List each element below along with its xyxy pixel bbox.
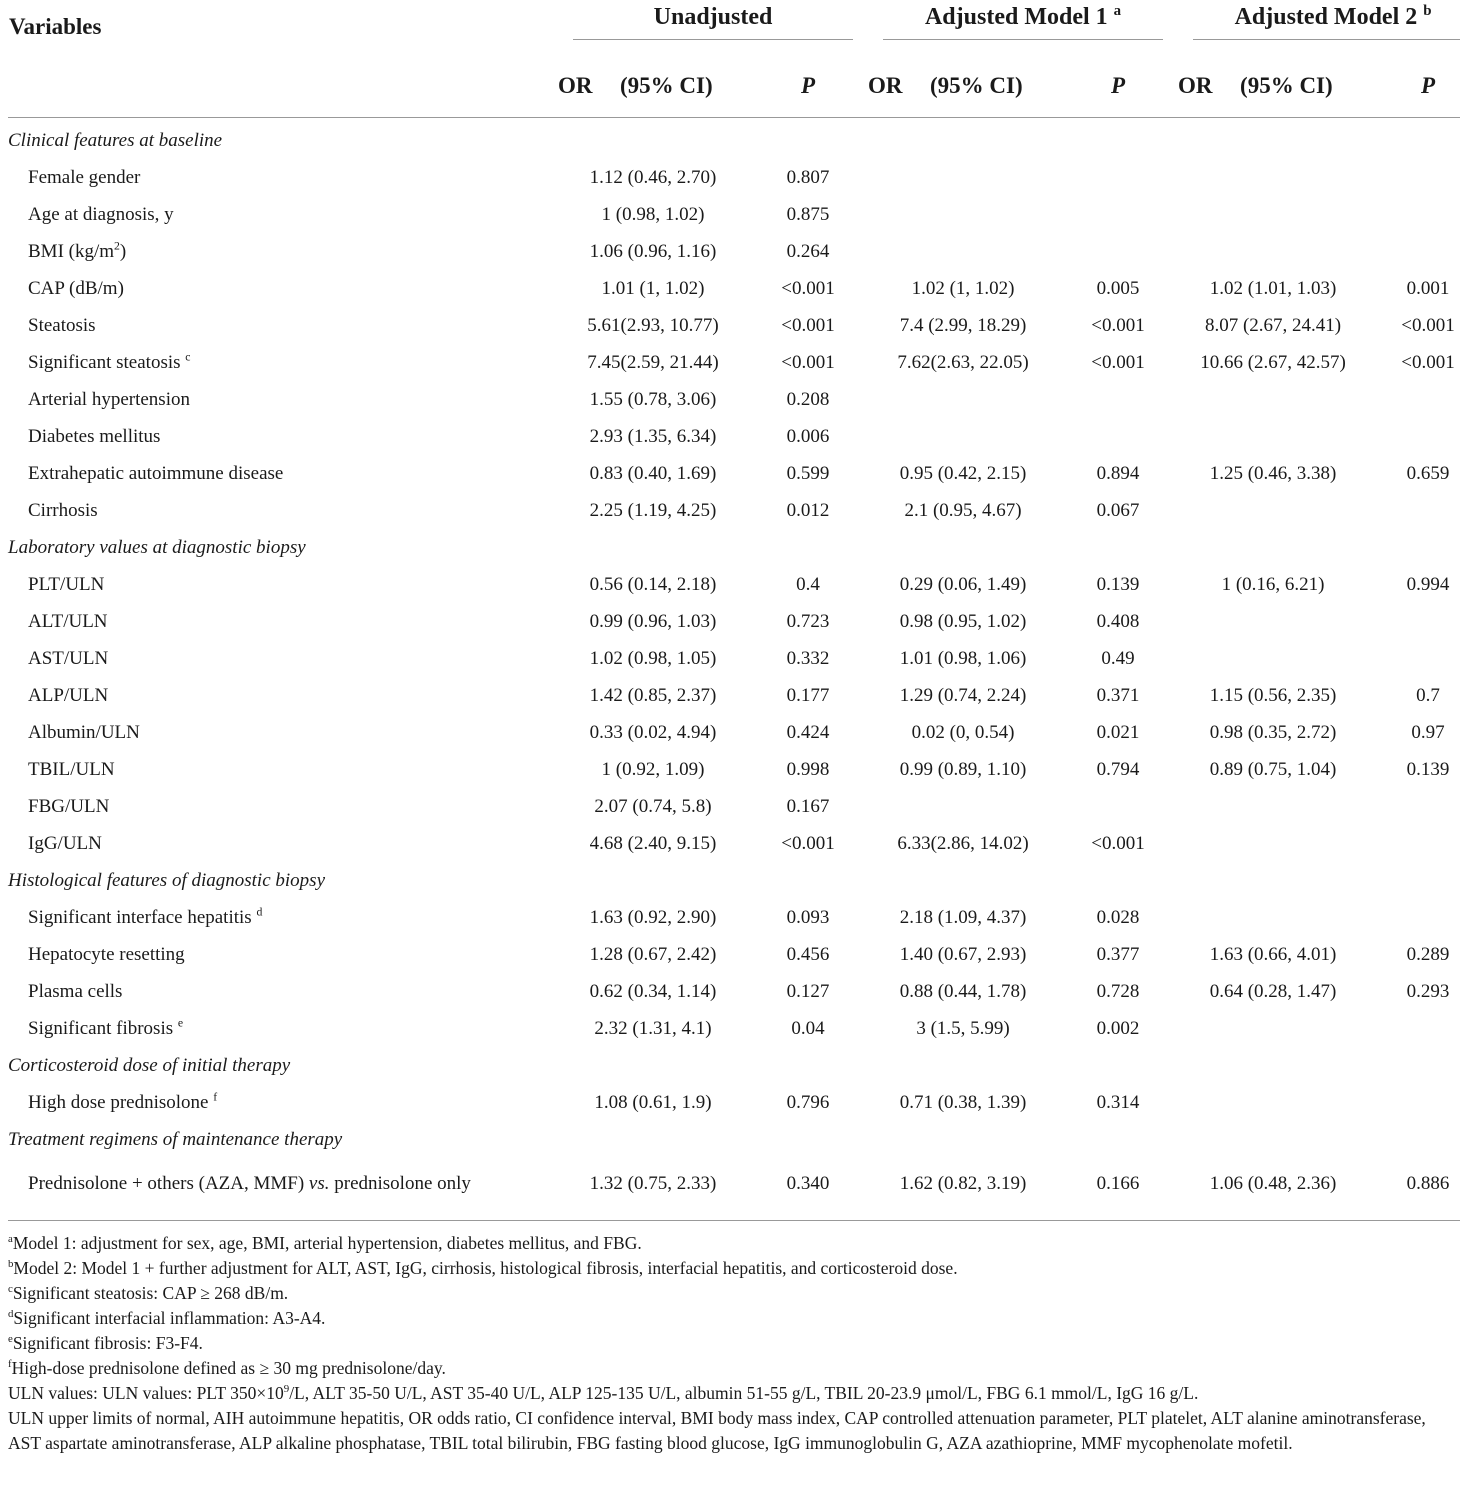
footnote [8, 1281, 1454, 1306]
model-1-p-cell: <0.001 [1091, 314, 1145, 336]
variable-label-after: ) [119, 240, 127, 262]
variable-label-text: Arterial hypertension [28, 388, 190, 410]
unadjusted-or-cell: 0.33 (0.02, 4.94) [589, 721, 717, 743]
unadjusted-or-cell: 4.68 (2.40, 9.15) [589, 832, 717, 854]
unadjusted-or-cell: 5.61(2.93, 10.77) [587, 314, 719, 336]
model-1-or-cell [868, 381, 1058, 418]
header-unadjusted-label: Unadjusted [653, 4, 773, 30]
variable-label [8, 381, 558, 418]
header-p-model-1: P [1058, 55, 1178, 118]
unadjusted-p-cell: 0.332 [786, 647, 830, 669]
unadjusted-p-cell: 0.093 [786, 906, 830, 928]
table-row [8, 603, 1460, 640]
unadjusted-p-cell: 0.456 [786, 943, 830, 965]
variable-label-italic: vs. [308, 1173, 330, 1194]
table-row [8, 1158, 1460, 1220]
model-1-or-cell: 1.62 (0.82, 3.19) [899, 1173, 1027, 1194]
model-2-or-cell [1178, 825, 1368, 862]
section-header-row [8, 1047, 1460, 1084]
variable-label-sup: f [213, 1090, 218, 1104]
header-model-2-label: Adjusted Model 2 [1234, 4, 1418, 30]
model-1-p-cell [1058, 418, 1178, 455]
model-2-p-cell [1368, 196, 1460, 233]
unadjusted-or-cell: 1.28 (0.67, 2.42) [589, 943, 717, 965]
model-1-or-cell: 1.02 (1, 1.02) [911, 277, 1015, 299]
model-2-or-cell: 1.02 (1.01, 1.03) [1209, 277, 1337, 299]
variable-label [8, 640, 558, 677]
unadjusted-p-cell: <0.001 [781, 351, 835, 373]
variable-label [8, 418, 558, 455]
header-p-unadjusted: P [748, 55, 868, 118]
model-2-p-cell: 0.886 [1406, 1173, 1450, 1194]
model-2-or-cell [1178, 418, 1368, 455]
table-row [8, 1084, 1460, 1121]
unadjusted-or-cell: 1.12 (0.46, 2.70) [589, 166, 717, 188]
model-2-or-cell [1178, 1084, 1368, 1121]
variable-label-text: Diabetes mellitus [28, 425, 161, 447]
unadjusted-or-cell: 1.55 (0.78, 3.06) [589, 388, 717, 410]
variable-label [8, 751, 558, 788]
model-2-or-cell [1178, 381, 1368, 418]
model-1-p-cell: 0.377 [1096, 943, 1140, 965]
unadjusted-or-cell: 2.07 (0.74, 5.8) [594, 795, 712, 817]
variable-label [8, 455, 558, 492]
variable-label [8, 566, 558, 603]
model-2-or-cell: 0.98 (0.35, 2.72) [1209, 721, 1337, 743]
model-1-p-cell: 0.002 [1096, 1017, 1140, 1039]
unadjusted-p-cell: 0.177 [786, 684, 830, 706]
header-model-1-sup: a [1113, 3, 1122, 19]
model-1-p-cell: 0.028 [1096, 906, 1140, 928]
model-2-p-cell [1368, 640, 1460, 677]
unadjusted-or-cell: 1 (0.98, 1.02) [601, 203, 705, 225]
variable-label [8, 307, 558, 344]
unadjusted-or-cell: 2.93 (1.35, 6.34) [589, 425, 717, 447]
model-2-p-cell [1368, 899, 1460, 936]
variable-label-text: FBG/ULN [28, 795, 110, 817]
variable-label [8, 714, 558, 751]
header-model-2-rule [1193, 39, 1460, 40]
footnote-text: High-dose prednisolone defined as ≥ 30 mg prednisolone/day. [11, 1358, 446, 1378]
unadjusted-or-cell: 7.45(2.59, 21.44) [587, 351, 719, 373]
variable-label [8, 677, 558, 714]
table-row [8, 640, 1460, 677]
model-2-p-cell [1368, 825, 1460, 862]
model-2-p-cell [1368, 1084, 1460, 1121]
model-2-or-cell: 1.06 (0.48, 2.36) [1209, 1173, 1337, 1194]
variable-label [8, 1084, 558, 1121]
unadjusted-p-cell: 0.264 [786, 240, 830, 262]
model-1-p-cell [1058, 381, 1178, 418]
section-title: Clinical features at baseline [8, 129, 223, 151]
footnote-marker: d [8, 1308, 14, 1321]
unadjusted-or-cell: 1 (0.92, 1.09) [601, 758, 705, 780]
table-row [8, 307, 1460, 344]
model-1-or-cell: 0.29 (0.06, 1.49) [899, 573, 1027, 595]
unadjusted-or-cell: 1.02 (0.98, 1.05) [589, 647, 717, 669]
unadjusted-or-cell: 0.83 (0.40, 1.69) [589, 462, 717, 484]
model-1-p-cell: 0.005 [1096, 277, 1140, 299]
model-1-or-cell [868, 196, 1058, 233]
variable-label [8, 788, 558, 825]
header-or-ci-model-2: OR (95% CI) [1178, 55, 1368, 118]
model-1-or-cell: 0.99 (0.89, 1.10) [899, 758, 1027, 780]
section-header-row [8, 118, 1460, 160]
unadjusted-p-cell: 0.599 [786, 462, 830, 484]
model-1-p-cell: 0.794 [1096, 758, 1140, 780]
table-bottom-rule [8, 1220, 1460, 1221]
table-row [8, 196, 1460, 233]
variable-label [8, 159, 558, 196]
model-2-p-cell [1368, 418, 1460, 455]
model-2-p-cell: <0.001 [1401, 351, 1455, 373]
variable-label-text: Significant steatosis [28, 351, 186, 373]
model-1-p-cell [1058, 788, 1178, 825]
model-2-p-cell: 0.659 [1406, 462, 1450, 484]
unadjusted-p-cell: 0.875 [786, 203, 830, 225]
model-1-p-cell: 0.166 [1096, 1173, 1140, 1194]
table-row [8, 492, 1460, 529]
header-p-model-2: P [1368, 55, 1460, 118]
header-model-1-label: Adjusted Model 1 [924, 4, 1108, 30]
model-1-p-cell: 0.371 [1096, 684, 1140, 706]
footnotes [8, 1231, 1454, 1456]
footnote-marker: b [8, 1258, 14, 1271]
table-row [8, 1010, 1460, 1047]
variable-label-text: Significant fibrosis [28, 1017, 178, 1039]
footnote-text: Significant fibrosis: F3-F4. [12, 1333, 203, 1353]
model-1-p-cell: <0.001 [1091, 832, 1145, 854]
unadjusted-or-cell: 1.08 (0.61, 1.9) [594, 1091, 712, 1113]
model-1-p-cell: 0.728 [1096, 980, 1140, 1002]
footnote-text: Significant steatosis: CAP ≥ 268 dB/m. [12, 1283, 289, 1303]
unadjusted-p-cell: 0.340 [786, 1173, 830, 1194]
header-model-1 [868, 0, 1178, 55]
model-1-or-cell: 7.4 (2.99, 18.29) [899, 314, 1027, 336]
model-2-p-cell [1368, 1010, 1460, 1047]
model-1-or-cell [868, 418, 1058, 455]
unadjusted-p-cell: 0.998 [786, 758, 830, 780]
model-2-p-cell: <0.001 [1401, 314, 1455, 336]
model-2-or-cell: 10.66 (2.67, 42.57) [1200, 351, 1346, 373]
variable-label [8, 936, 558, 973]
variable-label-text: Extrahepatic autoimmune disease [28, 462, 284, 484]
variable-label-text: TBIL/ULN [28, 758, 115, 780]
unadjusted-p-cell: 0.006 [786, 425, 830, 447]
variable-label [8, 1010, 558, 1047]
model-1-or-cell: 0.98 (0.95, 1.02) [899, 610, 1027, 632]
model-2-or-cell: 8.07 (2.67, 24.41) [1204, 314, 1342, 336]
variable-label-text: ALP/ULN [28, 684, 109, 706]
footnote-text: Significant interfacial inflammation: A3-A4. [13, 1308, 326, 1328]
model-2-or-cell [1178, 788, 1368, 825]
model-2-p-cell: 0.289 [1406, 943, 1450, 965]
variable-label-text: Significant interface hepatitis [28, 906, 257, 928]
model-1-p-cell: 0.894 [1096, 462, 1140, 484]
abbreviations-note: ULN upper limits of normal, AIH autoimmune hepatitis, OR odds ratio, CI confidence interval, BMI body mass index, CAP controlled attenuation parameter, PLT platelet, ALT alanine aminotransferase, AST aspartate aminotransferase, ALP alkaline phosphatase, TBIL total bilirubin, FBG fasting blood glucose, IgG immunoglobulin G, AZA azathioprine, MMF mycophenolate mofetil. [8, 1408, 1426, 1453]
unadjusted-p-cell: <0.001 [781, 832, 835, 854]
unadjusted-p-cell: 0.424 [786, 721, 830, 743]
table-row [8, 381, 1460, 418]
model-1-or-cell [868, 233, 1058, 270]
uln-values-note [8, 1381, 1454, 1406]
header-unadjusted [558, 0, 868, 55]
model-2-or-cell: 0.64 (0.28, 1.47) [1209, 980, 1337, 1002]
model-2-p-cell: 0.293 [1406, 980, 1450, 1002]
variable-label [8, 196, 558, 233]
table-row [8, 233, 1460, 270]
variable-label-text: CAP (dB/m) [28, 277, 124, 299]
unadjusted-p-cell: 0.796 [786, 1091, 830, 1113]
model-1-p-cell: 0.408 [1096, 610, 1140, 632]
unadjusted-or-cell: 2.32 (1.31, 4.1) [594, 1017, 712, 1039]
model-1-or-cell: 3 (1.5, 5.99) [916, 1017, 1010, 1039]
variable-label-text: IgG/ULN [28, 832, 102, 854]
unadjusted-p-cell: <0.001 [781, 277, 835, 299]
variable-label-text: Steatosis [28, 314, 96, 336]
variable-label-text: High dose prednisolone [28, 1091, 214, 1113]
header-or-ci-unadjusted: OR (95% CI) [558, 55, 748, 118]
footnote [8, 1306, 1454, 1331]
table-row [8, 714, 1460, 751]
model-1-or-cell: 0.02 (0, 0.54) [911, 721, 1015, 743]
variable-label-text: Prednisolone + others (AZA, MMF) [28, 1173, 309, 1194]
variable-label [8, 233, 558, 270]
unadjusted-p-cell: 0.4 [796, 573, 820, 595]
table-row [8, 344, 1460, 381]
logistic-regression-table [8, 0, 1460, 1220]
footnote-marker: f [8, 1358, 12, 1371]
model-2-p-cell: 0.139 [1406, 758, 1450, 780]
model-1-or-cell: 1.01 (0.98, 1.06) [899, 647, 1027, 669]
uln-note-sup: 9 [283, 1383, 290, 1396]
footnote-marker: e [8, 1333, 13, 1346]
footnote [8, 1331, 1454, 1356]
model-2-p-cell [1368, 603, 1460, 640]
model-2-or-cell [1178, 899, 1368, 936]
variable-label-text: AST/ULN [28, 647, 109, 669]
model-2-or-cell [1178, 603, 1368, 640]
unadjusted-or-cell: 1.32 (0.75, 2.33) [589, 1173, 717, 1194]
model-1-p-cell: 0.49 [1101, 647, 1135, 669]
model-2-p-cell: 0.97 [1411, 721, 1445, 743]
model-2-p-cell [1368, 788, 1460, 825]
variable-label-sup: d [256, 905, 263, 919]
footnote-marker: c [8, 1283, 13, 1296]
model-1-or-cell: 1.40 (0.67, 2.93) [899, 943, 1027, 965]
section-header-row [8, 529, 1460, 566]
footnote [8, 1231, 1454, 1256]
model-1-or-cell: 2.18 (1.09, 4.37) [899, 906, 1027, 928]
header-model-1-rule [883, 39, 1163, 40]
model-1-or-cell: 1.29 (0.74, 2.24) [899, 684, 1027, 706]
variable-label [8, 973, 558, 1010]
unadjusted-p-cell: 0.807 [786, 166, 830, 188]
model-2-or-cell [1178, 159, 1368, 196]
model-1-p-cell: 0.139 [1096, 573, 1140, 595]
model-1-p-cell: 0.021 [1096, 721, 1140, 743]
model-1-or-cell: 7.62(2.63, 22.05) [897, 351, 1029, 373]
table-row [8, 418, 1460, 455]
variable-label-text: Age at diagnosis, y [28, 203, 174, 225]
header-unadjusted-rule [573, 39, 853, 40]
header-or-ci-model-1: OR (95% CI) [868, 55, 1058, 118]
model-1-p-cell: 0.067 [1096, 499, 1140, 521]
table-row [8, 973, 1460, 1010]
variable-label-text: ALT/ULN [28, 610, 108, 632]
footnote-marker: a [8, 1233, 13, 1246]
variable-label-text: Cirrhosis [28, 499, 98, 521]
model-2-or-cell: 1 (0.16, 6.21) [1221, 573, 1325, 595]
model-2-or-cell [1178, 1010, 1368, 1047]
header-sub-blank [8, 55, 558, 118]
unadjusted-or-cell: 1.06 (0.96, 1.16) [589, 240, 717, 262]
footnote-text: Model 1: adjustment for sex, age, BMI, arterial hypertension, diabetes mellitus, and FBG. [12, 1233, 642, 1253]
footnote-text: Model 2: Model 1 + further adjustment for ALT, AST, IgG, cirrhosis, histological fibrosis, interfacial hepatitis, and corticosteroid dose. [13, 1258, 958, 1278]
variable-label-text: PLT/ULN [28, 573, 105, 595]
table-body [8, 118, 1460, 1221]
model-2-p-cell: 0.001 [1406, 277, 1450, 299]
unadjusted-p-cell: 0.167 [786, 795, 830, 817]
model-2-or-cell: 1.63 (0.66, 4.01) [1209, 943, 1337, 965]
variable-label-sup: e [177, 1016, 184, 1030]
section-title: Corticosteroid dose of initial therapy [8, 1054, 291, 1076]
variable-label [8, 1158, 558, 1220]
model-2-p-cell [1368, 492, 1460, 529]
unadjusted-or-cell: 0.99 (0.96, 1.03) [589, 610, 717, 632]
table-header [8, 0, 1460, 118]
variable-label-sup: 2 [114, 239, 120, 253]
variable-label-text: BMI (kg/m [28, 240, 115, 262]
variable-label [8, 603, 558, 640]
variable-label-text: Plasma cells [28, 980, 123, 1002]
model-1-p-cell: <0.001 [1091, 351, 1145, 373]
model-1-p-cell [1058, 196, 1178, 233]
model-2-p-cell [1368, 381, 1460, 418]
table-row [8, 936, 1460, 973]
table-row [8, 455, 1460, 492]
unadjusted-p-cell: 0.208 [786, 388, 830, 410]
unadjusted-or-cell: 1.01 (1, 1.02) [601, 277, 705, 299]
unadjusted-or-cell: 0.62 (0.34, 1.14) [589, 980, 717, 1002]
model-2-or-cell: 0.89 (0.75, 1.04) [1209, 758, 1337, 780]
uln-note-after: /L, ALT 35-50 U/L, AST 35-40 U/L, ALP 125-135 U/L, albumin 51-55 g/L, TBIL 20-23.9 μmol/L, FBG 6.1 mmol/L, IgG 16 g/L. [289, 1383, 1199, 1403]
footnote [8, 1256, 1454, 1281]
unadjusted-or-cell: 2.25 (1.19, 4.25) [589, 499, 717, 521]
model-2-or-cell: 1.15 (0.56, 2.35) [1209, 684, 1337, 706]
table-row [8, 788, 1460, 825]
header-model-2 [1178, 0, 1460, 55]
variable-label-after: prednisolone only [329, 1173, 471, 1194]
model-1-p-cell [1058, 159, 1178, 196]
header-model-2-sup: b [1423, 3, 1432, 19]
table-row [8, 159, 1460, 196]
model-2-or-cell [1178, 640, 1368, 677]
unadjusted-p-cell: <0.001 [781, 314, 835, 336]
model-1-or-cell: 0.71 (0.38, 1.39) [899, 1091, 1027, 1113]
section-title: Laboratory values at diagnostic biopsy [8, 536, 306, 558]
footnote [8, 1356, 1454, 1381]
model-2-p-cell [1368, 233, 1460, 270]
model-2-p-cell: 0.7 [1416, 684, 1440, 706]
unadjusted-p-cell: 0.012 [786, 499, 830, 521]
table-row [8, 566, 1460, 603]
model-1-or-cell: 0.88 (0.44, 1.78) [899, 980, 1027, 1002]
section-title: Histological features of diagnostic biopsy [8, 869, 325, 891]
model-2-or-cell: 1.25 (0.46, 3.38) [1209, 462, 1337, 484]
model-2-or-cell [1178, 196, 1368, 233]
variable-label-text: Albumin/ULN [28, 721, 140, 743]
model-1-p-cell [1058, 233, 1178, 270]
unadjusted-p-cell: 0.127 [786, 980, 830, 1002]
model-2-p-cell: 0.994 [1406, 573, 1450, 595]
table-row [8, 751, 1460, 788]
variable-label [8, 270, 558, 307]
table-row [8, 677, 1460, 714]
header-variables: Variables [9, 14, 102, 39]
model-1-or-cell: 2.1 (0.95, 4.67) [904, 499, 1022, 521]
unadjusted-or-cell: 1.42 (0.85, 2.37) [589, 684, 717, 706]
variable-label [8, 825, 558, 862]
variable-label [8, 492, 558, 529]
variable-label-sup: c [185, 350, 191, 364]
variable-label [8, 344, 558, 381]
section-header-row [8, 862, 1460, 899]
variable-label [8, 899, 558, 936]
model-1-or-cell: 6.33(2.86, 14.02) [897, 832, 1029, 854]
table-row [8, 270, 1460, 307]
unadjusted-or-cell: 1.63 (0.92, 2.90) [589, 906, 717, 928]
uln-note-before: ULN values: ULN values: PLT 350×10 [8, 1383, 284, 1403]
section-header-row [8, 1121, 1460, 1158]
model-2-or-cell [1178, 233, 1368, 270]
unadjusted-or-cell: 0.56 (0.14, 2.18) [589, 573, 717, 595]
model-2-p-cell [1368, 159, 1460, 196]
unadjusted-p-cell: 0.723 [786, 610, 830, 632]
variable-label-text: Hepatocyte resetting [28, 943, 185, 965]
table-row [8, 899, 1460, 936]
unadjusted-p-cell: 0.04 [791, 1017, 825, 1039]
variable-label-text: Female gender [28, 166, 141, 188]
model-2-or-cell [1178, 492, 1368, 529]
table-row [8, 825, 1460, 862]
model-1-p-cell: 0.314 [1096, 1091, 1140, 1113]
section-title: Treatment regimens of maintenance therapy [8, 1128, 343, 1150]
model-1-or-cell [868, 788, 1058, 825]
model-1-or-cell: 0.95 (0.42, 2.15) [899, 462, 1027, 484]
model-1-or-cell [868, 159, 1058, 196]
